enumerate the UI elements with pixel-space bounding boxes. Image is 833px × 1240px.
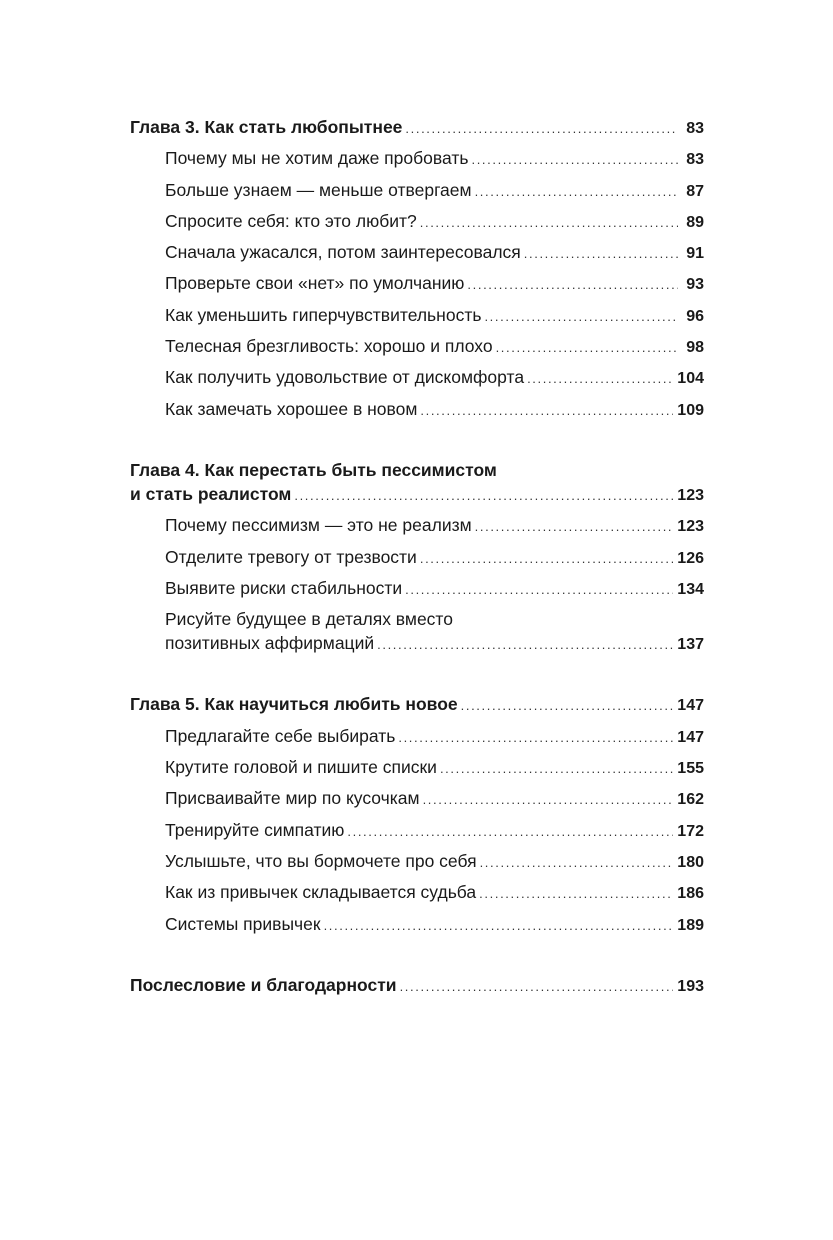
- leader-dots: [420, 548, 673, 570]
- page-number: 189: [677, 916, 704, 934]
- leader-dots: [420, 212, 678, 234]
- toc-section-chapter-5: [130, 693, 704, 943]
- entry-title: Тренируйте симпатию: [165, 819, 345, 840]
- leader-dots: [475, 516, 674, 538]
- entry-title: Как уменьшить гиперчувствительность: [165, 304, 482, 325]
- page-number: 180: [677, 853, 704, 871]
- page-number: 123: [677, 518, 704, 536]
- toc-entry[interactable]: [130, 366, 704, 397]
- page-number: 186: [677, 885, 704, 903]
- entry-title: Услышьте, что вы бормочете про себя: [165, 850, 477, 871]
- page-number: 87: [686, 182, 704, 200]
- toc-entry[interactable]: [130, 913, 704, 944]
- toc-entry[interactable]: [130, 304, 704, 335]
- entry-title: Больше узнаем — меньше отвергаем: [165, 179, 472, 200]
- entry-title: Выявите риски стабильности: [165, 577, 403, 598]
- toc-entry[interactable]: [130, 272, 704, 303]
- leader-dots: [400, 976, 674, 998]
- entry-title-line-2: позитивных аффирмаций: [165, 633, 375, 654]
- entry-title: Как замечать хорошее в новом: [165, 398, 418, 419]
- page-number: 172: [677, 822, 704, 840]
- entry-title: Спросите себя: кто это любит?: [165, 210, 417, 231]
- chapter-title: Глава 5. Как научиться любить новое: [130, 694, 458, 715]
- toc-section-chapter-3: [130, 116, 704, 429]
- leader-dots: [347, 821, 673, 843]
- entry-title: Сначала ужасался, потом заинтересовался: [165, 242, 521, 263]
- leader-dots: [324, 915, 674, 937]
- toc-section-afterword: [130, 974, 704, 1005]
- page-number: 134: [677, 580, 704, 598]
- chapter-title-line-1[interactable]: Глава 4. Как перестать быть пессимистом: [130, 459, 497, 480]
- entry-title: Как из привычек складывается судьба: [165, 882, 477, 903]
- leader-dots: [423, 789, 674, 811]
- toc-entry[interactable]: [130, 881, 704, 912]
- chapter-title-line-2: и стать реалистом: [130, 483, 292, 504]
- leader-dots: [524, 243, 678, 265]
- leader-dots: [420, 400, 673, 422]
- page-number: 147: [677, 728, 704, 746]
- entry-title: Как получить удовольствие от дискомфорта: [165, 367, 525, 388]
- entry-title: Почему пессимизм — это не реализм: [165, 515, 472, 536]
- leader-dots: [471, 149, 678, 171]
- page-number: 104: [677, 370, 704, 388]
- toc-entry[interactable]: [130, 335, 704, 366]
- toc-chapter-heading[interactable]: [130, 483, 704, 514]
- leader-dots: [496, 337, 678, 359]
- toc-entry[interactable]: [130, 577, 704, 608]
- page-number: 96: [686, 307, 704, 325]
- afterword-title: Послесловие и благодарности: [130, 974, 397, 995]
- page-number: 83: [686, 151, 704, 169]
- leader-dots: [440, 758, 673, 780]
- entry-title: Телесная брезгливость: хорошо и плохо: [165, 336, 493, 357]
- entry-title: Крутите головой и пишите списки: [165, 757, 437, 778]
- toc-chapter-heading[interactable]: [130, 693, 704, 724]
- leader-dots: [467, 274, 678, 296]
- entry-title: Присваивайте мир по кусочкам: [165, 788, 420, 809]
- page-number: 155: [677, 760, 704, 778]
- page-number: 91: [686, 245, 704, 263]
- toc-chapter-heading[interactable]: [130, 974, 704, 1005]
- page-number: 126: [677, 549, 704, 567]
- leader-dots: [527, 368, 673, 390]
- page-number: 123: [677, 486, 704, 504]
- entry-title: Почему мы не хотим даже пробовать: [165, 148, 469, 169]
- table-of-contents: [130, 116, 704, 1035]
- toc-entry[interactable]: [130, 179, 704, 210]
- page-number: 147: [677, 697, 704, 715]
- leader-dots: [461, 695, 674, 717]
- toc-entry[interactable]: [130, 725, 704, 756]
- leader-dots: [294, 485, 673, 507]
- toc-entry[interactable]: [130, 787, 704, 818]
- page-number: 98: [686, 339, 704, 357]
- entry-title-line-1[interactable]: Рисуйте будущее в деталях вместо: [165, 609, 453, 630]
- toc-entry[interactable]: [130, 632, 704, 663]
- toc-entry[interactable]: [130, 210, 704, 241]
- leader-dots: [475, 181, 678, 203]
- toc-entry[interactable]: [130, 398, 704, 429]
- page-number: 193: [677, 977, 704, 995]
- chapter-title: Глава 3. Как стать любопытнее: [130, 117, 403, 137]
- toc-entry[interactable]: [130, 241, 704, 272]
- entry-title: Системы привычек: [165, 913, 321, 934]
- toc-section-chapter-4: [130, 459, 704, 663]
- toc-chapter-heading[interactable]: [130, 116, 704, 147]
- leader-dots: [405, 579, 673, 601]
- toc-entry[interactable]: [130, 546, 704, 577]
- leader-dots: [405, 118, 678, 140]
- leader-dots: [398, 727, 673, 749]
- page-number: 137: [677, 636, 704, 654]
- toc-entry[interactable]: [130, 819, 704, 850]
- leader-dots: [377, 634, 673, 656]
- page-number: 109: [677, 401, 704, 419]
- toc-entry[interactable]: [130, 147, 704, 178]
- entry-title: Отделите тревогу от трезвости: [165, 546, 417, 567]
- entry-title: Предлагайте себе выбирать: [165, 725, 396, 746]
- page-number: 89: [686, 213, 704, 231]
- leader-dots: [484, 306, 678, 328]
- toc-entry[interactable]: [130, 850, 704, 881]
- leader-dots: [480, 852, 674, 874]
- toc-entry[interactable]: [130, 756, 704, 787]
- page-number: 83: [686, 120, 704, 137]
- toc-entry[interactable]: [130, 514, 704, 545]
- entry-title: Проверьте свои «нет» по умолчанию: [165, 273, 465, 294]
- page-number: 93: [686, 276, 704, 294]
- page-number: 162: [677, 791, 704, 809]
- leader-dots: [479, 883, 673, 905]
